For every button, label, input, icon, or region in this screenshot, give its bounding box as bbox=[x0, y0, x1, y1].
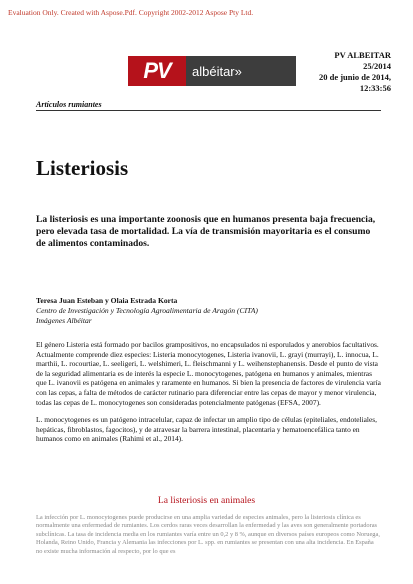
author-names: Teresa Juan Esteban y Olaia Estrada Korta bbox=[36, 296, 178, 305]
publication-date: 20 de junio de 2014, bbox=[318, 72, 391, 82]
publication-meta bbox=[281, 50, 391, 94]
logo-pv-mark: PV bbox=[128, 56, 186, 86]
issue-number: 25/2014 bbox=[363, 61, 391, 71]
logo-albeitar-wordmark: albéitar» bbox=[186, 56, 296, 86]
article-body bbox=[36, 340, 381, 452]
publication-time: 12:33:56 bbox=[359, 83, 391, 93]
section-heading: Artículos rumiantes bbox=[36, 100, 381, 111]
section-subheading: La listeriosis en animales bbox=[157, 495, 256, 506]
article-title: Listeriosis bbox=[36, 156, 129, 180]
image-credit: Imágenes Albéitar bbox=[36, 316, 92, 325]
body-paragraph-2: L. monocytogenes es un patógeno intracelular, capaz de infectar un amplio tipo de células (epiteliales, endoteliales, hepáticas, fibroblastos, fagocitos), y de atravesar la barrera intestinal, placentaria y hematoencefálica tanto en humanos como en animales (Rahimi et al., 2014). bbox=[36, 415, 377, 444]
evaluation-watermark: Evaluation Only. Created with Aspose.Pdf. Copyright 2002-2012 Aspose Pty Ltd. bbox=[8, 8, 254, 17]
author-affiliation: Centro de Investigación y Tecnología Agroalimentaria de Aragón (CITA) bbox=[36, 306, 258, 315]
faded-paragraph: La infección por L. monocytogenes puede producirse en una amplia variedad de especies animales, pero la listeriosis clínica es normalmente una enfermedad de rumiantes. Los cerdos raras veces desarrollan la enfermedad y las aves son generalmente portadoras subclínicas. La tasa de incidencia media en los rumiantes varía entre un 0,2 y 8 %, aunque en diversos países europeos como Noruega, Holanda, Reino Unido, Francia y Alemania las infecciones por L. spp. en rumiantes se presentan con una alta incidencia. En España no existe mucha información al respecto, por lo que es bbox=[36, 514, 380, 555]
pv-albeitar-logo bbox=[128, 56, 296, 86]
body-paragraph-1: El género Listeria está formado por bacilos grampositivos, no encapsulados ni esporulados y anerobios facultativos. Actualmente comprende diez especies: Listeria monocytogenes, Listeria ivanovii, L. grayi (murrayi), L. innocua, L. marthii, L. rocourtiae, L. seeligeri, L. welshimeri, L. fleischmanni y L. weihenstephanensis. Desde el punto de vista de la seguridad alimentaria es de interés la especie L. monocytogenes, patógena en humanos y animales, mientras que L. ivanovii es patógena en animales y raramente en humanos. Si bien la presencia de factores de virulencia varía con las cepas, a falta de métodos de carácter rutinario para diferenciar entre las cepas de mayor y menor virulencia, todas las cepas de L. monocytogenes son consideradas potencialmente patógenas (EFSA, 2007). bbox=[36, 340, 381, 407]
article-lead: La listeriosis es una importante zoonosis que en humanos presenta baja frecuencia, pero elevada tasa de mortalidad. La vía de transmisión mayoritaria es el consumo de alimentos contaminados. bbox=[36, 214, 376, 249]
publication-name: PV ALBEITAR bbox=[334, 50, 391, 60]
author-block bbox=[36, 296, 381, 326]
